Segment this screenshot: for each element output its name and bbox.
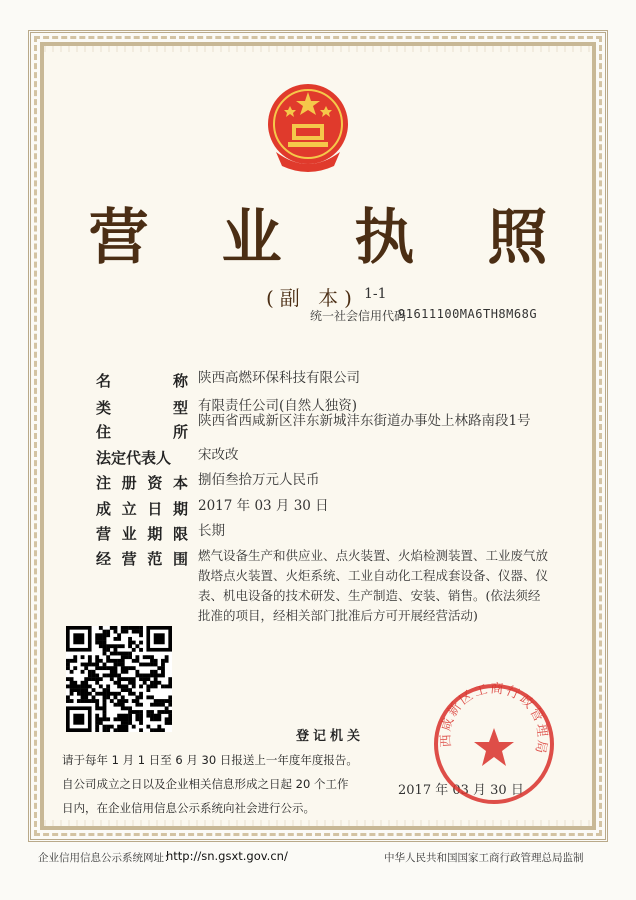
field-value-type: 有限责任公司(自然人独资) <box>198 398 358 414</box>
field-label-name: 名 称 <box>96 372 188 390</box>
notice-line-1: 请于每年 1 月 1 日至 6 月 30 日报送上一年度年度报告。 <box>62 753 358 767</box>
credit-code-value: 91611100MA6TH8M68G <box>398 307 538 321</box>
footer-url-link[interactable]: http://sn.gsxt.gov.cn/ <box>166 849 288 863</box>
field-value-scope: 燃气设备生产和供应业、点火装置、火焰检测装置、工业废气放散塔点火装置、火炬系统、工业自动化工程成套设备、仪器、仪表、机电设备的技术研发、生产制造、安装、销售。(依法须经批准的项目，经相关部门批准后方可开展经营活动) <box>198 548 549 623</box>
notice-line-3: 日内，在企业信用信息公示系统向社会进行公示。 <box>62 801 315 815</box>
field-label-term: 营 业 期 限 <box>96 525 188 543</box>
field-label-founding-date: 成 立 日 期 <box>96 500 188 518</box>
footer-issuer: 中华人民共和国国家工商行政管理总局监制 <box>384 852 584 864</box>
field-value-address: 陕西省西咸新区沣东新城沣东街道办事处上林路南段1号 <box>198 413 531 429</box>
notice-line-2: 自公司成立之日以及企业相关信息形成之日起 20 个工作 <box>62 777 349 791</box>
field-value-term: 长期 <box>198 523 225 539</box>
footer-label: 企业信用信息公示系统网址： <box>38 852 175 864</box>
national-emblem-icon <box>262 78 354 178</box>
field-label-type: 类 型 <box>96 399 188 417</box>
credit-code-label: 统一社会信用代码 <box>310 309 407 323</box>
issue-date: 2017 年 03 月 30 日 <box>398 783 524 798</box>
document-subtitle: (副 本) <box>266 286 358 310</box>
field-label-legal-rep: 法定代表人 <box>96 449 172 467</box>
field-value-capital: 捌佰叁拾万元人民币 <box>198 472 320 488</box>
field-label-capital: 注 册 资 本 <box>96 474 188 492</box>
qr-code-icon <box>66 626 172 732</box>
field-label-address: 住 所 <box>96 423 188 441</box>
official-seal-icon <box>430 680 558 808</box>
registration-authority-label: 登记机关 <box>296 729 365 744</box>
field-label-scope: 经 营 范 围 <box>96 550 188 568</box>
field-value-legal-rep: 宋改改 <box>198 447 239 463</box>
copy-number: 1-1 <box>364 286 387 302</box>
document-title: 营 业 执 照 <box>88 203 574 273</box>
field-value-founding-date: 2017 年 03 月 30 日 <box>198 498 329 514</box>
seal-text: 西咸新区工商行政管理局 <box>438 681 550 757</box>
field-value-name: 陕西高燃环保科技有限公司 <box>198 370 360 386</box>
